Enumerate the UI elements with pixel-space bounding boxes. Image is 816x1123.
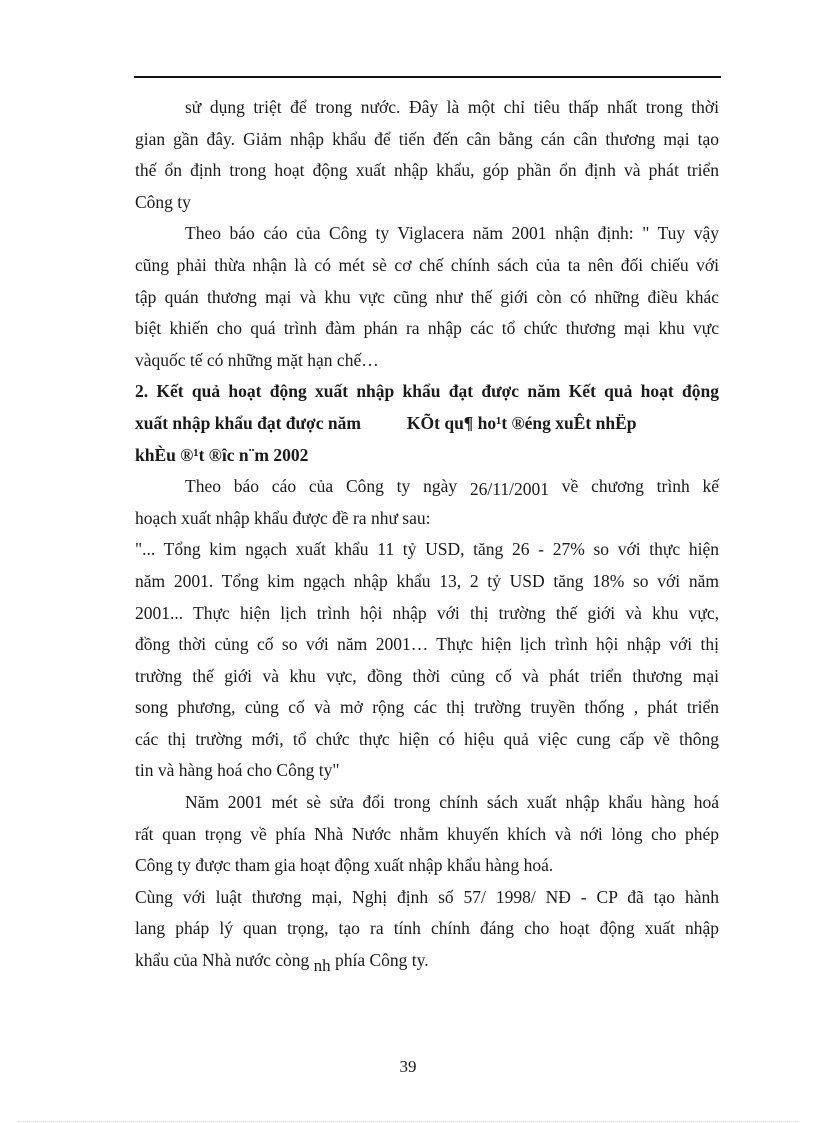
text-line: gian gần đây. Giảm nhập khẩu để tiến đến cân bằng cán cân thương mại tạo (135, 128, 719, 149)
report-paragraph (135, 471, 719, 534)
text-line: Theo báo cáo của Công ty Viglacera năm 2001 nhận định: " Tuy vậy (185, 223, 719, 244)
heading-text: xuất nhập khẩu đạt được năm (135, 412, 361, 433)
text-line: rất quan trọng về phía Nhà Nước nhằm khuyến khích và nới lỏng cho phép (135, 823, 719, 844)
text-line: lang pháp lý quan trọng, tạo ra tính chính đáng cho hoạt động xuất nhập (135, 918, 719, 939)
body-text (135, 92, 719, 977)
text-line (135, 471, 719, 503)
intro-paragraph (135, 92, 719, 218)
text-line: đồng thời củng cố so với năm 2001… Thực hiện lịch trình hội nhập với thị (135, 634, 719, 655)
text-line: song phương, củng cố và mở rộng các thị trường truyền thống , phát triển (135, 697, 719, 718)
bottom-border (18, 1121, 798, 1122)
viglacera-paragraph (135, 218, 719, 376)
text-line: 2001... Thực hiện lịch trình hội nhập với thị trường thế giới và khu vực, (135, 602, 719, 623)
text-line: Cùng với luật thương mại, Nghị định số 57/ 1998/ NĐ - CP đã tạo hành (135, 886, 719, 907)
text-line: vàquốc tế có những mặt hạn chế… (135, 349, 379, 370)
text-line: trường thế giới và khu vực, đồng thời củng cố và phát triển thương mại (135, 665, 719, 686)
text-line: sử dụng triệt để trong nước. Đây là một chỉ tiêu thấp nhất trong thời (185, 97, 719, 117)
heading-line (135, 408, 719, 440)
last-line-fragment: nh (313, 956, 331, 976)
last-line-text: khẩu của Nhà nước còng (135, 950, 310, 971)
heading-garbled-text: KÕt qu¶ ho¹t ®éng xuÊt nhËp (406, 412, 637, 433)
text-line: biệt khiến cho quá trình đàm phán ra nhập các tổ chức thương mại khu vực (135, 318, 719, 339)
text-line: Công ty được tham gia hoạt động xuất nhập khẩu hàng hoá. (135, 855, 554, 876)
text-line (135, 945, 719, 977)
text-line: Năm 2001 mét sè sửa đổi trong chính sách xuất nhập khẩu hàng hoá (185, 792, 719, 813)
text-line: tin và hàng hoá cho Công ty" (135, 760, 340, 781)
heading-line: khÈu ®¹t ®îc n¨m 2002 (135, 444, 309, 465)
text-line: năm 2001. Tổng kim ngạch nhập khẩu 13, 2 tỷ USD tăng 18% so với năm (135, 570, 719, 591)
text-line: "... Tổng kim ngạch xuất khẩu 11 tỷ USD, tăng 26 - 27% so với thực hiện (135, 539, 719, 560)
text-line: Công ty (135, 191, 191, 212)
text-line: thế ổn định trong hoạt động xuất nhập khẩu, góp phần ổn định và phát triển (135, 160, 719, 181)
last-line-text-end: phía Công ty. (334, 950, 429, 971)
text-line: cũng phải thừa nhận là có mét sè cơ chế chính sách của ta nên đối chiếu với (135, 254, 719, 275)
text-line: hoạch xuất nhập khẩu được đề ra như sau: (135, 507, 431, 528)
text-line: tập quán thương mại và khu vực cũng như thế giới còn có những điều khác (135, 286, 719, 307)
page-number: 39 (399, 1057, 417, 1076)
text-line: các thị trường mới, tổ chức thực hiện có hiệu quả việc cung cấp về thông (135, 728, 719, 749)
heading-line: 2. Kết quả hoạt động xuất nhập khẩu đạt được năm Kết quả hoạt động (135, 381, 719, 402)
report-text-after: về chương trình kế (561, 476, 720, 497)
report-date: 26/11/2001 (469, 479, 549, 500)
policy-paragraph (135, 787, 719, 977)
section-heading (135, 376, 719, 471)
header-rule (134, 76, 721, 78)
report-text-before: Theo báo cáo của Công ty ngày (185, 476, 458, 497)
quote-paragraph (135, 534, 719, 787)
